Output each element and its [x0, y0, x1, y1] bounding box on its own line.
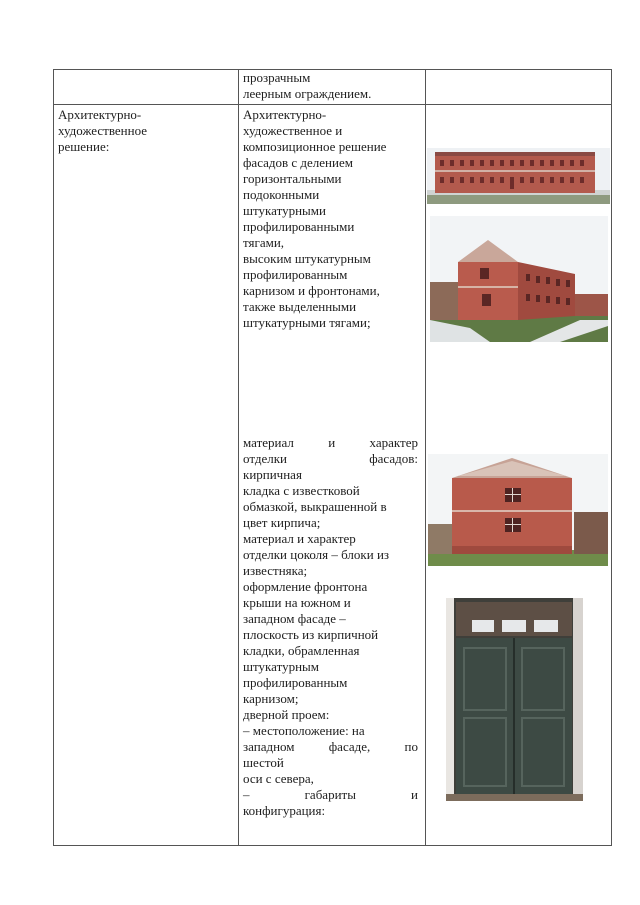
text-line: западном фасаде – [243, 611, 346, 626]
table-col-divider-1 [238, 69, 239, 846]
table-border-top [53, 69, 612, 70]
text-line: карнизом и фронтонами, [243, 283, 380, 298]
text-line: решение: [58, 139, 110, 154]
text-line: известняка; [243, 563, 308, 578]
text-line: профилированными [243, 219, 355, 234]
text-line: прозрачным [243, 70, 311, 85]
table-row-divider [53, 104, 612, 105]
text-line: также выделенными [243, 299, 357, 314]
table-border-left [53, 69, 54, 846]
text-line: оформление фронтона [243, 579, 368, 594]
text-line: тягами, [243, 235, 285, 250]
text-line: – габариты и [243, 787, 418, 802]
text-line: композиционное решение [243, 139, 387, 154]
text-line: карнизом; [243, 691, 299, 706]
text-line: Архитектурно- [58, 107, 142, 122]
gable-building-photo [430, 216, 608, 342]
text-line: Архитектурно- [243, 107, 327, 122]
table-border-right [611, 69, 612, 846]
text-line: дверной проем: [243, 707, 330, 722]
text-line: профилированным [243, 267, 348, 282]
text-line: подоконными [243, 187, 320, 202]
text-line: – местоположение: на [243, 723, 365, 738]
text-line: западном фасаде, по [243, 739, 418, 754]
text-line: леерным ограждением. [243, 86, 372, 101]
text-line: цвет кирпича; [243, 515, 321, 530]
text-line: профилированным [243, 675, 348, 690]
text-line: кладки, обрамленная [243, 643, 360, 658]
text-line: отделки цоколя – блоки из [243, 547, 390, 562]
text-line: плоскость из кирпичной [243, 627, 379, 642]
text-line: горизонтальными [243, 171, 342, 186]
table-col-divider-2 [425, 69, 426, 846]
text-line: штукатурными [243, 203, 326, 218]
text-line: материал и характер [243, 531, 356, 546]
text-line: материал и характер [243, 435, 418, 450]
text-line: отделки фасадов: [243, 451, 418, 466]
text-line: фасадов с делением [243, 155, 353, 170]
text-line: шестой [243, 755, 284, 770]
text-line: штукатурными тягами; [243, 315, 371, 330]
long-facade-photo [427, 148, 610, 204]
text-line: художественное и [243, 123, 343, 138]
door-photo [446, 598, 583, 801]
text-line: художественное [58, 123, 148, 138]
text-line: обмазкой, выкрашенной в [243, 499, 387, 514]
text-line: кладка с известковой [243, 483, 360, 498]
text-line: оси с севера, [243, 771, 314, 786]
table-border-bottom [53, 845, 612, 846]
text-line: конфигурация: [243, 803, 326, 818]
text-line: штукатурным [243, 659, 320, 674]
text-line: крыши на южном и [243, 595, 351, 610]
text-line: высоким штукатурным [243, 251, 371, 266]
gable-facade-photo [428, 454, 608, 566]
text-line: кирпичная [243, 467, 302, 482]
